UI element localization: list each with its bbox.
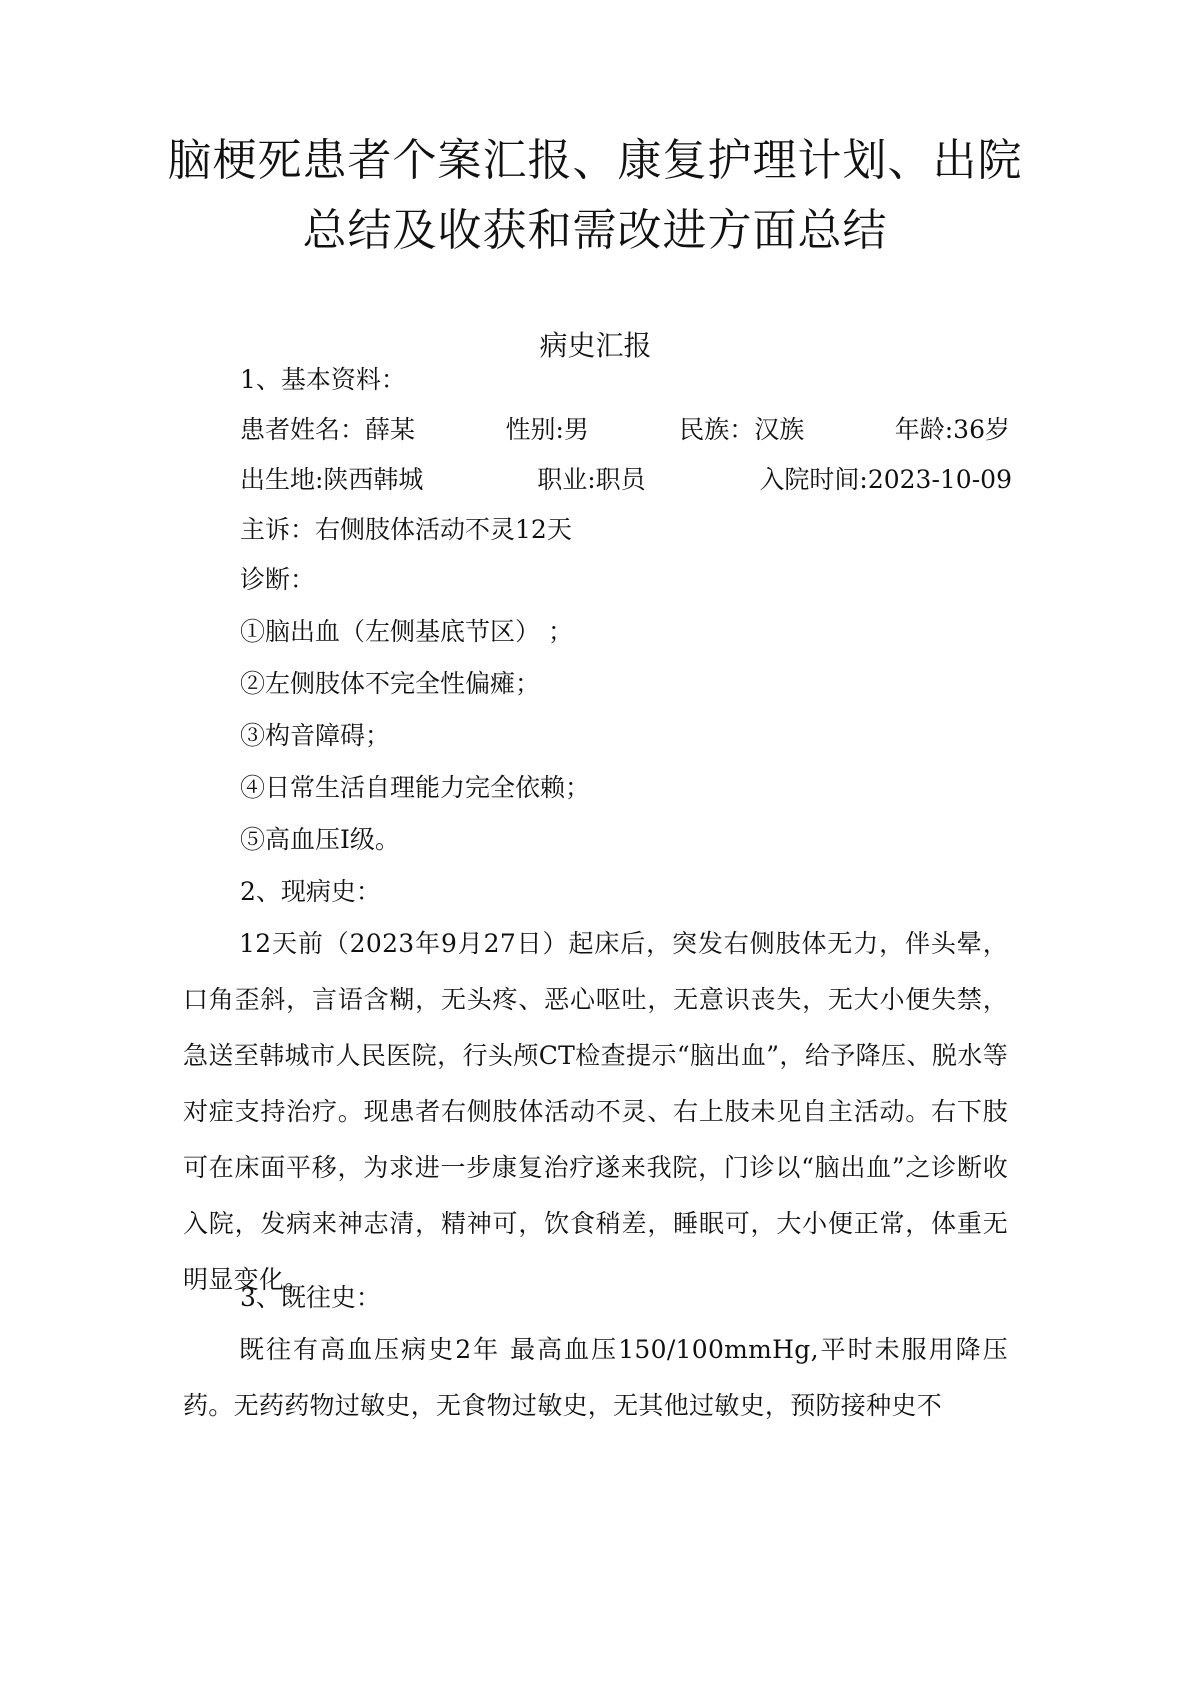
basic-info-heading: 1、基本资料： [240,365,406,394]
patient-info-row-1 [240,410,1010,450]
patient-birthplace: 出生地:陕西韩城 [240,465,424,494]
patient-occupation: 职业:职员 [537,465,646,494]
past-history-text: 既往有高血压病史2年 最高血压150/100mmHg,平时未服用降压药。无药药物过敏史，无食物过敏史，无其他过敏史，预防接种史不 [183,1335,1008,1420]
chief-complaint: 主诉：右侧肢体活动不灵12天 [240,515,572,544]
present-history-text: 12天前（2023年9月27日）起床后，突发右侧肢体无力，伴头晕，口角歪斜，言语含糊，无头疼、恶心呕吐，无意识丧失，无大小便失禁，急送至韩城市人民医院，行头颅CT检查提示“脑出血”，给予降压、脱水等对症支持治疗。现患者右侧肢体活动不灵、右上肢未见自主活动。右下肢可在床面平移，为求进一步康复治疗遂来我院，门诊以“脑出血”之诊断收入院，发病来神志清，精神可，饮食稍差，睡眠可，大小便正常，体重无明显变化。 [183,929,1008,1294]
document-title: 脑梗死患者个案汇报、康复护理计划、出院总结及收获和需改进方面总结 [167,135,1023,256]
patient-info-row-2 [240,460,1012,500]
diagnosis-item: ①脑出血（左侧基底节区） ； [240,617,573,646]
diagnosis-item: ④日常生活自理能力完全依赖； [240,773,591,802]
patient-gender: 性别:男 [505,415,589,444]
diagnosis-label: 诊断： [240,565,316,594]
diagnosis-item: ⑤高血压Ⅰ级。 [240,825,400,854]
section-title: 病史汇报 [539,329,652,362]
admission-date: 入院时间:2023-10-09 [759,465,1012,494]
patient-age: 年龄:36岁 [894,415,1010,444]
past-history-heading: 3、既往史： [240,1283,381,1312]
diagnosis-item: ③构音障碍； [240,721,391,750]
patient-name: 患者姓名：薛某 [240,415,416,444]
present-history-heading: 2、现病史： [240,877,381,906]
patient-ethnicity: 民族：汉族 [679,415,805,444]
diagnosis-item: ②左侧肢体不完全性偏瘫； [240,669,541,698]
